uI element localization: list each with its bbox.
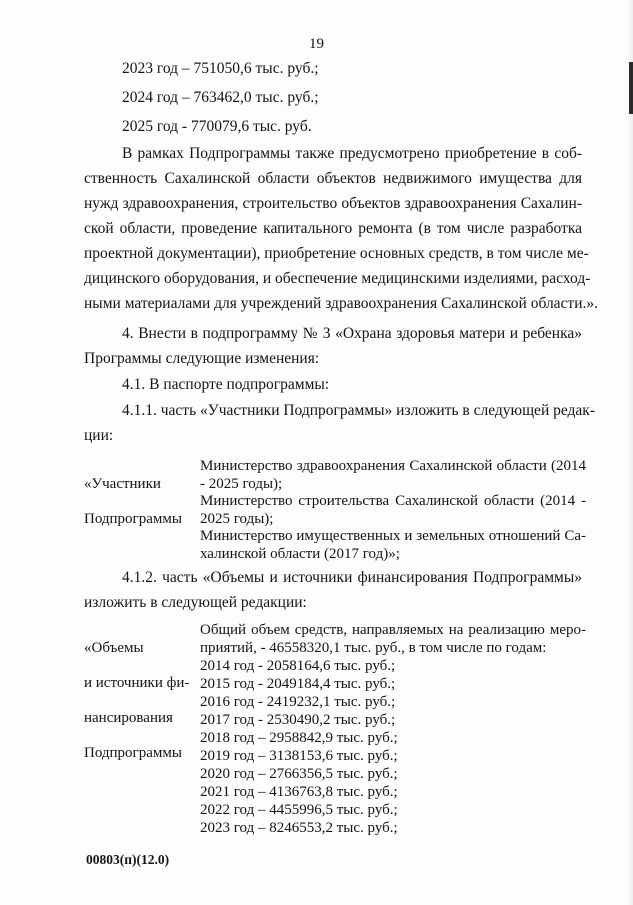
page-edge-shadow: [627, 0, 633, 905]
funding-year-line: 2014 год - 2058164,6 тыс. руб.;: [200, 658, 396, 674]
item-4-1-1-line: 4.1.1. часть «Участники Подпрограммы» изложить в следующей редак-: [122, 402, 595, 419]
participants-value-line: 2025 годы);: [200, 510, 274, 527]
participants-value-line: Министерство здравоохранения Сахалинской области (2014: [200, 458, 586, 474]
item-4-1-2-line: 4.1.2. часть «Объемы и источники финансирования Подпрограммы»: [122, 569, 582, 586]
funding-label-line: и источники фи-: [84, 674, 190, 691]
paragraph-line: В рамках Подпрограммы также предусмотрено приобретение в соб-: [122, 145, 582, 162]
participants-value-line: халинской области (2017 год)»;: [200, 545, 400, 562]
funding-year-line: 2018 год – 2958842,9 тыс. руб.;: [200, 730, 398, 746]
item-4-1: 4.1. В паспорте подпрограммы:: [122, 376, 330, 393]
funding-year-line: 2021 год – 4136763,8 тыс. руб.;: [200, 784, 398, 800]
funding-label-line: «Объемы: [84, 639, 144, 656]
participants-label-line: «Участники: [84, 475, 161, 492]
paragraph-line: ными материалами для учреждений здравоохранения Сахалинской области.».: [84, 295, 599, 312]
funding-value-line: приятий, - 46558320,1 тыс. руб., в том числе по годам:: [200, 640, 547, 656]
funding-year-line: 2017 год - 2530490,2 тыс. руб.;: [200, 712, 396, 728]
participants-label: [84, 458, 182, 546]
intro-year-line: 2024 год – 763462,0 тыс. руб.;: [122, 89, 319, 106]
funding-year-line: 2016 год - 2419232,1 тыс. руб.;: [200, 694, 396, 710]
paragraph-line: ской области, проведение капитального ремонта (в том числе разработка: [84, 220, 582, 237]
item-4-line: 4. Внести в подпрограмму № 3 «Охрана здоровья матери и ребенка»: [122, 325, 582, 342]
paragraph-line: дицинского оборудования, и обеспечение медицинскими изделиями, расход-: [84, 270, 591, 287]
item-4-1-1-line: ции:: [84, 427, 114, 444]
funding-label-line: Подпрограммы: [84, 744, 182, 761]
funding-year-line: 2015 год - 2049184,4 тыс. руб.;: [200, 676, 396, 692]
participants-label-line: Подпрограммы: [84, 510, 182, 527]
funding-label-line: нансирования: [84, 709, 173, 726]
item-4-line: Программы следующие изменения:: [84, 350, 320, 367]
funding-label: [84, 622, 189, 780]
paragraph-line: проектной документации), приобретение основных средств, в том числе ме-: [84, 245, 589, 262]
funding-year-line: 2023 год – 8246553,2 тыс. руб.;: [200, 820, 398, 836]
page-number: 19: [309, 36, 324, 52]
participants-value-line: Министерство строительства Сахалинской области (2014 -: [200, 493, 586, 509]
paragraph-line: нужд здравоохранения, строительство объектов здравоохранения Сахалин-: [84, 195, 582, 212]
intro-year-line: 2025 год - 770079,6 тыс. руб.: [122, 118, 312, 135]
funding-value-line: Общий объем средств, направляемых на реализацию меро-: [200, 622, 586, 638]
intro-year-line: 2023 год – 751050,6 тыс. руб.;: [122, 60, 319, 77]
binding-mark: [629, 62, 633, 114]
participants-value-line: Министерство имущественных и земельных отношений Са-: [200, 528, 586, 544]
paragraph-line: ственность Сахалинской области объектов недвижимого имущества для: [84, 170, 582, 187]
funding-year-line: 2020 год – 2766356,5 тыс. руб.;: [200, 766, 398, 782]
funding-year-line: 2022 год – 4455996,5 тыс. руб.;: [200, 802, 398, 818]
participants-value-line: - 2025 годы);: [200, 475, 283, 492]
item-4-1-2-line: изложить в следующей редакции:: [84, 594, 307, 611]
funding-year-line: 2019 год – 3138153,6 тыс. руб.;: [200, 748, 398, 764]
document-code: 00803(п)(12.0): [86, 852, 170, 867]
